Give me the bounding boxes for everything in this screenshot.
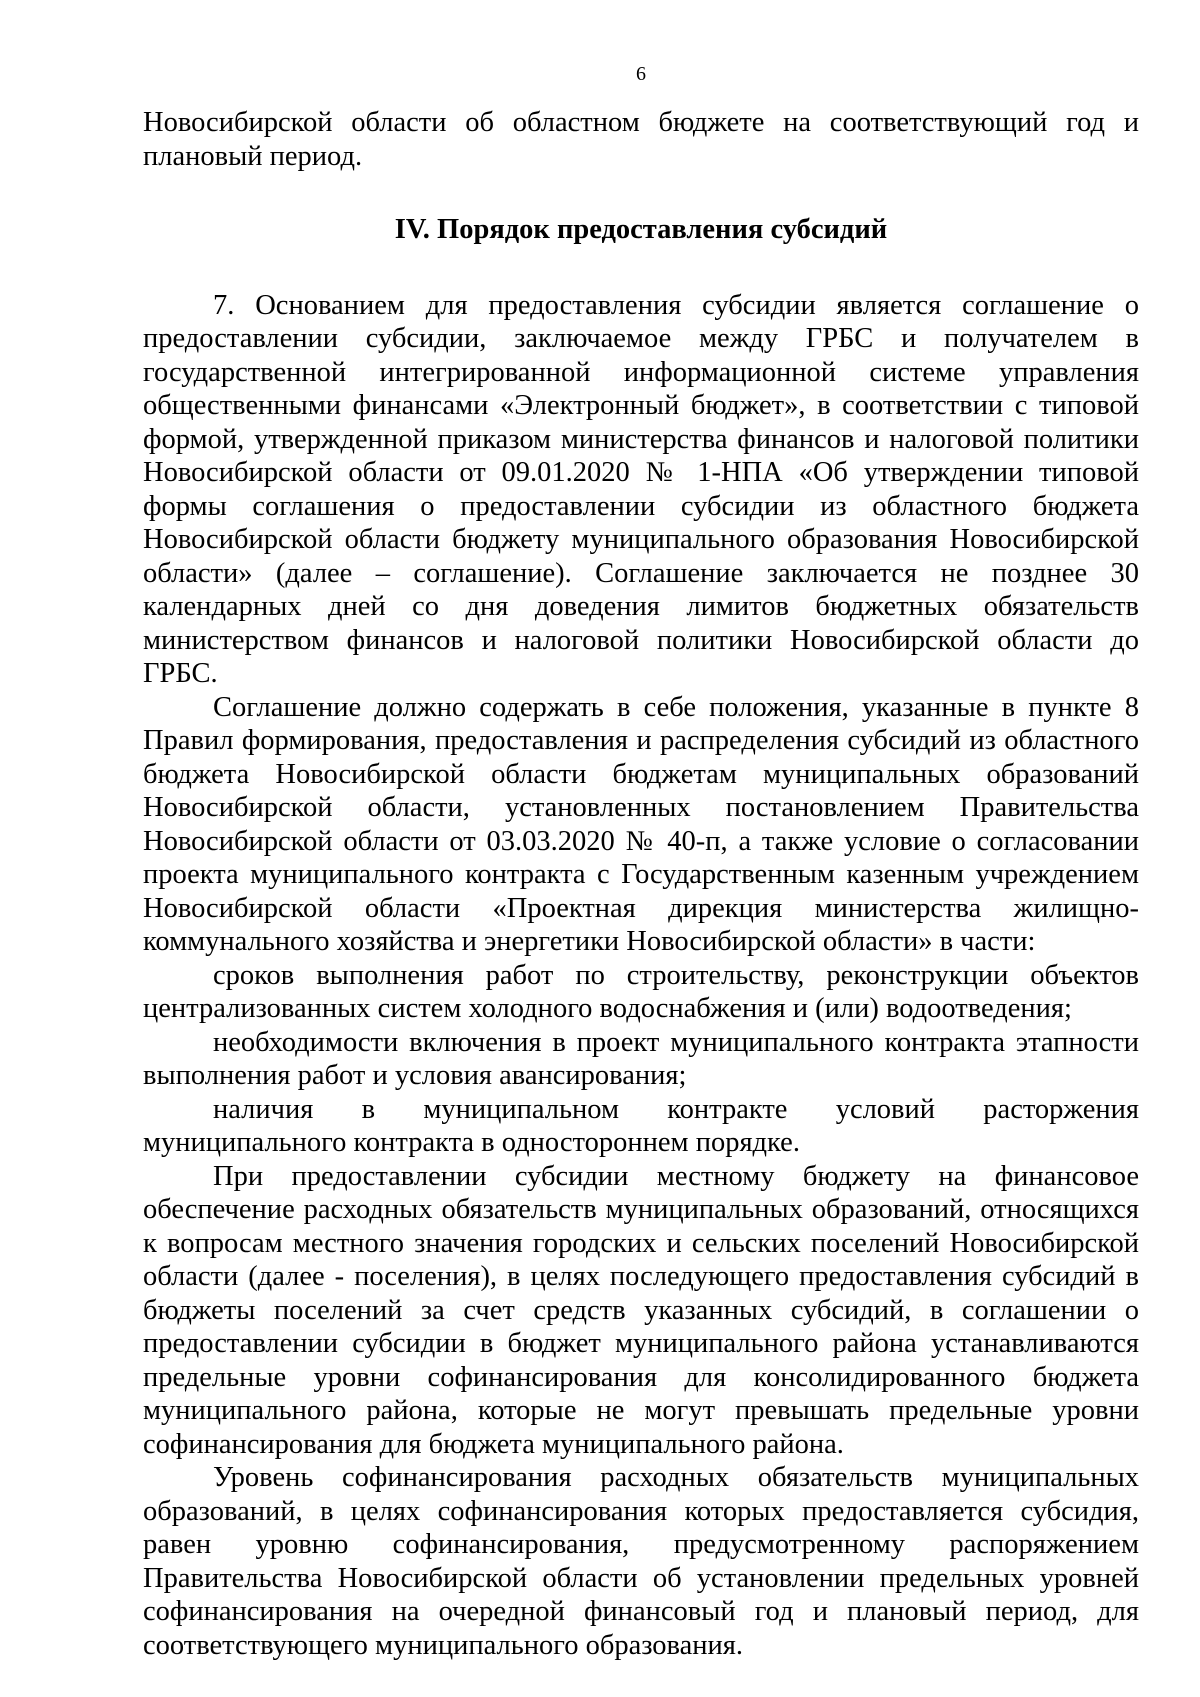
cofinancing-limits-paragraph: При предоставлении субсидии местному бюджету на финансовое обеспечение расходных обязательств муниципальных образований, относящихся к вопросам местного значения городских и сельских поселений Новосибирской области (далее - поселения), в целях последующего предоставления субсидий в бюджеты поселений за счет средств указанных субсидий, в соглашении о предоставлении субсидии в бюджет муниципального района устанавливаются предельные уровни софинансирования для консолидированного бюджета муниципального района, которые не могут превышать предельные уровни софинансирования для бюджета муниципального района. <box>143 1160 1139 1460</box>
intro-paragraph: Новосибирской области об областном бюджете на соответствующий год и плановый период. <box>143 107 1139 172</box>
list-item-staging: необходимости включения в проект муниципального контракта этапности выполнения работ и условия авансирования; <box>143 1026 1139 1091</box>
agreement-provisions-paragraph: Соглашение должно содержать в себе положения, указанные в пункте 8 Правил формирования, предоставления и распределения субсидий из областного бюджета Новосибирской области бюджетам муниципальных образований Новосибирской области, установленных постановлением Правительства Новосибирской области от 03.03.2020 № 40-п, а также условие о согласовании проекта муниципального контракта с Государственным казенным учреждением Новосибирской области «Проектная дирекция министерства жилищно-коммунального хозяйства и энергетики Новосибирской области» в части: <box>143 691 1139 957</box>
list-item-deadlines: сроков выполнения работ по строительству, реконструкции объектов централизованных систем холодного водоснабжения и (или) водоотведения; <box>143 959 1139 1024</box>
page-number: 6 <box>636 63 646 85</box>
paragraph-7: 7. Основанием для предоставления субсидии является соглашение о предоставлении субсидии, заключаемое между ГРБС и получателем в государственной интегрированной информационной системе управления общественными финансами «Электронный бюджет», в соответствии с типовой формой, утвержденной приказом министерства финансов и налоговой политики Новосибирской области от 09.01.2020 № 1-НПА «Об утверждении типовой формы соглашения о предоставлении субсидии из областного бюджета Новосибирской области бюджету муниципального образования Новосибирской области» (далее – соглашение). Соглашение заключается не позднее 30 календарных дней со дня доведения лимитов бюджетных обязательств министерством финансов и налоговой политики Новосибирской области до ГРБС. <box>143 289 1139 689</box>
list-item-termination: наличия в муниципальном контракте условий расторжения муниципального контракта в одностороннем порядке. <box>143 1093 1139 1158</box>
section-heading: IV. Порядок предоставления субсидий <box>394 214 888 245</box>
cofinancing-level-paragraph: Уровень софинансирования расходных обязательств муниципальных образований, в целях софинансирования которых предоставляется субсидия, равен уровню софинансирования, предусмотренному распоряжением Правительства Новосибирской области об установлении предельных уровней софинансирования на очередной финансовый год и плановый период, для соответствующего муниципального образования. <box>143 1462 1139 1661</box>
document-page <box>143 62 1139 1662</box>
